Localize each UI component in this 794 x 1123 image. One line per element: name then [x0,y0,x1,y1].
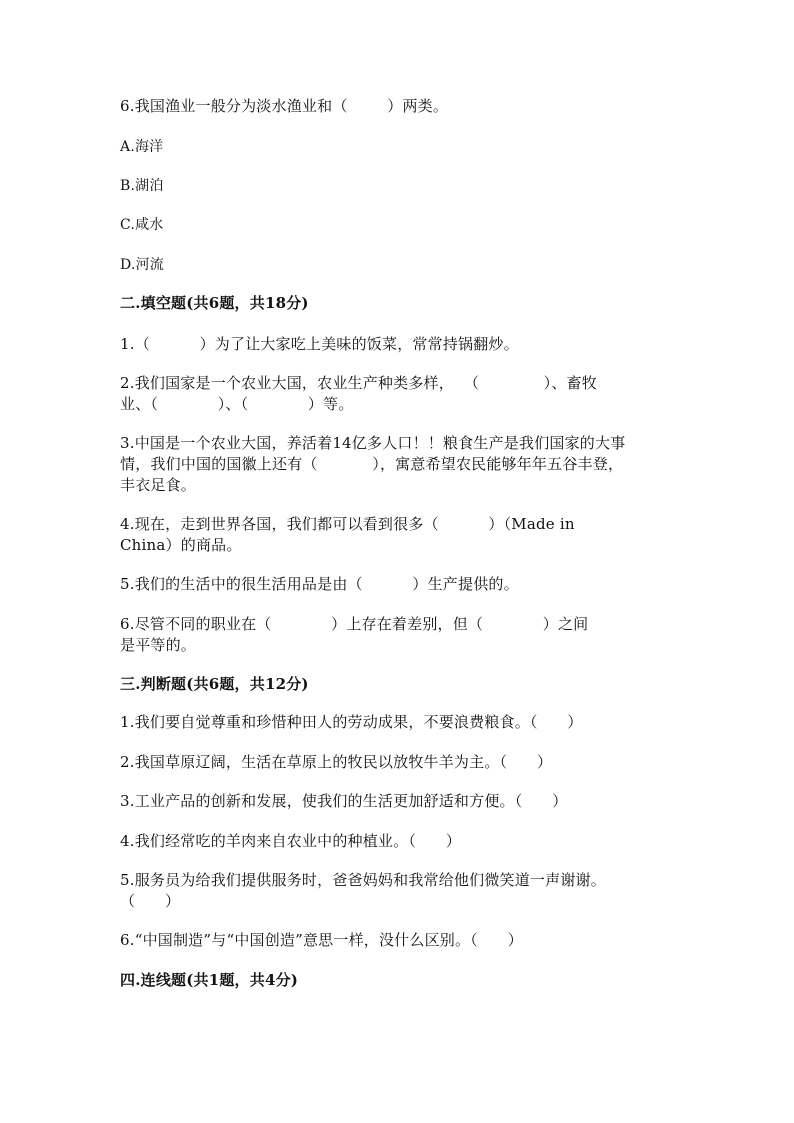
fill-question-3-line-1: 3.中国是一个农业大国，养活着14亿多人口！！粮食生产是我们国家的大事 [120,434,626,452]
fill-question-6-line-1: 6.尽管不同的职业在（ ）上存在着差别，但（ ）之间 [120,615,589,633]
fill-question-2-line-2: 业、（ ）、（ ）等。 [120,395,354,413]
fill-question-3-line-2: 情，我们中国的国徽上还有（ ），寓意希望农民能够年年五谷丰登， [120,455,624,473]
fill-question-4-line-2: China）的商品。 [120,536,242,554]
fill-question-2-line-1: 2.我们国家是一个农业大国，农业生产种类多样， （ ）、畜牧 [120,374,597,392]
judge-question-6: 6.“中国制造”与“中国创造”意思一样，没什么区别。（ ） [120,931,523,949]
judge-question-4: 4.我们经常吃的羊肉来自农业中的种植业。（ ） [120,832,462,850]
section-heading-fill: 二.填空题(共6题，共18分) [120,294,309,312]
judge-question-3: 3.工业产品的创新和发展，使我们的生活更加舒适和方便。（ ） [120,792,568,810]
fill-question-6-line-2: 是平等的。 [120,636,197,654]
fill-question-1-line-1: 1.（ ）为了让大家吃上美味的饭菜，常常持锅翻炒。 [120,335,519,353]
section-heading-judge: 三.判断题(共6题，共12分) [120,675,309,693]
judge-question-5-line-2: （ ） [120,892,181,910]
choice-option-c: C.咸水 [120,217,164,233]
choice-option-a: A.海洋 [120,139,164,155]
choice-option-d: D.河流 [120,257,164,273]
judge-question-1: 1.我们要自觉尊重和珍惜种田人的劳动成果，不要浪费粮食。（ ） [120,713,583,731]
section-heading-match: 四.连线题(共1题，共4分) [120,971,299,989]
choice-option-b: B.湖泊 [120,178,164,194]
fill-question-5-line-1: 5.我们的生活中的很生活用品是由（ ）生产提供的。 [120,575,519,593]
fill-question-4-line-1: 4.现在，走到世界各国，我们都可以看到很多（ ）（Made in [120,515,575,533]
choice-question-6-stem: 6.我国渔业一般分为淡水渔业和（ ）两类。 [120,97,449,115]
judge-question-5-line-1: 5.服务员为给我们提供服务时，爸爸妈妈和我常给他们微笑道一声谢谢。 [120,871,606,889]
fill-question-3-line-3: 丰衣足食。 [120,476,197,494]
judge-question-2: 2.我国草原辽阔，生活在草原上的牧民以放牧牛羊为主。（ ） [120,753,553,771]
